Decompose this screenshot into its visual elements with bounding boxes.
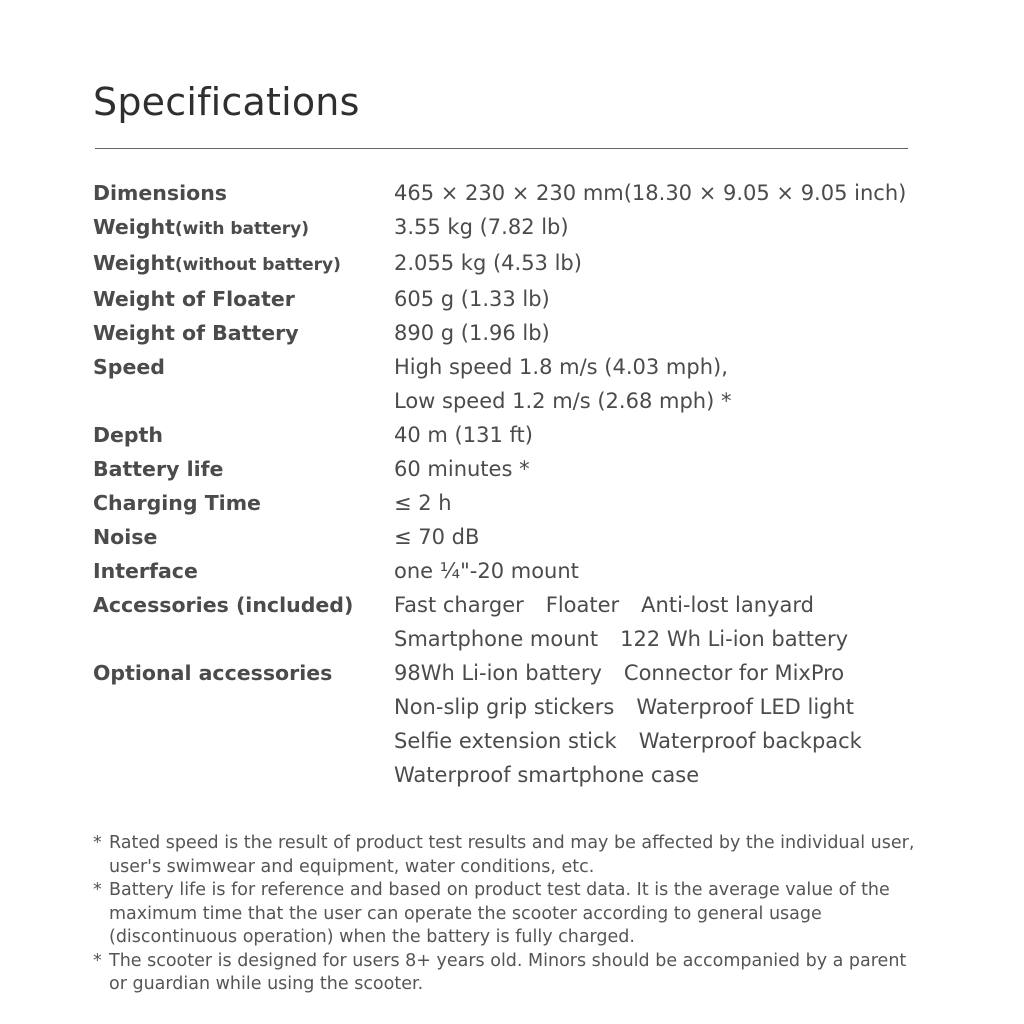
- spec-row: [93, 210, 953, 246]
- spec-label: [93, 176, 394, 210]
- spec-value-line: [394, 384, 953, 418]
- spec-label-text: Weight: [93, 215, 175, 239]
- spec-value: Anti-lost lanyard: [641, 593, 814, 617]
- spec-value: 98Wh Li-ion battery: [394, 661, 602, 685]
- spec-row: [93, 452, 953, 486]
- spec-value: High speed 1.8 m/s (4.03 mph),: [394, 355, 728, 379]
- spec-row: [93, 520, 953, 554]
- spec-value: 465 × 230 × 230 mm(18.30 × 9.05 × 9.05 inch): [394, 181, 907, 205]
- spec-values: [394, 350, 953, 418]
- page-title: Specifications: [93, 80, 360, 124]
- spec-value: Waterproof smartphone case: [394, 763, 700, 787]
- spec-value: 3.55 kg (7.82 lb): [394, 215, 569, 239]
- spec-label: [93, 316, 394, 350]
- spec-value-line: [394, 588, 953, 622]
- spec-label: [93, 588, 394, 622]
- spec-values: [394, 176, 953, 210]
- spec-value: Low speed 1.2 m/s (2.68 mph) *: [394, 389, 732, 413]
- spec-value: Smartphone mount: [394, 627, 599, 651]
- spec-value-line: [394, 418, 953, 452]
- spec-label-text: Speed: [93, 355, 165, 379]
- spec-value-line: [394, 176, 953, 210]
- spec-value: Waterproof LED light: [636, 695, 855, 719]
- footnote: [93, 950, 923, 997]
- spec-value: 122 Wh Li-ion battery: [620, 627, 849, 651]
- footnotes: [93, 832, 923, 997]
- spec-value: 40 m (131 ft): [394, 423, 533, 447]
- spec-label: [93, 210, 394, 246]
- spec-value-line: [394, 210, 953, 244]
- spec-value-line: [394, 452, 953, 486]
- spec-value: Fast charger: [394, 593, 524, 617]
- spec-value: Non-slip grip stickers: [394, 695, 615, 719]
- spec-value: ≤ 70 dB: [394, 525, 480, 549]
- spec-value-line: [394, 554, 953, 588]
- spec-values: [394, 210, 953, 244]
- spec-values: [394, 452, 953, 486]
- spec-label-text: Noise: [93, 525, 158, 549]
- spec-value-line: [394, 520, 953, 554]
- spec-value-line: [394, 690, 953, 724]
- spec-value: Floater: [545, 593, 620, 617]
- spec-row: [93, 316, 953, 350]
- spec-row: [93, 176, 953, 210]
- spec-values: [394, 486, 953, 520]
- spec-label: [93, 350, 394, 384]
- footnote-text: Battery life is for reference and based on product test data. It is the average value of the maximum time that the user can operate the scooter according to general usage (discontinuous operation) when the battery is fully charged.: [109, 880, 890, 947]
- spec-label-text: Charging Time: [93, 491, 261, 515]
- spec-value-line: [394, 758, 953, 792]
- footnote: [93, 832, 923, 879]
- footnote-text: The scooter is designed for users 8+ years old. Minors should be accompanied by a parent or guardian while using the scooter.: [109, 950, 907, 994]
- spec-value: one ¼"-20 mount: [394, 559, 579, 583]
- spec-value: 60 minutes *: [394, 457, 530, 481]
- footnote-marker: *: [93, 833, 102, 853]
- spec-label-text: Dimensions: [93, 181, 228, 205]
- spec-value: 2.055 kg (4.53 lb): [394, 251, 582, 275]
- spec-row: [93, 554, 953, 588]
- spec-value-line: [394, 656, 953, 690]
- spec-label-qualifier: (without battery): [174, 255, 341, 275]
- spec-value-line: [394, 282, 953, 316]
- spec-values: [394, 418, 953, 452]
- specifications-table: [93, 176, 953, 792]
- spec-row: [93, 246, 953, 282]
- spec-value: Selfie extension stick: [394, 729, 617, 753]
- spec-label-qualifier: (with battery): [174, 219, 309, 239]
- spec-label: [93, 656, 394, 690]
- spec-values: [394, 588, 953, 656]
- spec-value: Waterproof backpack: [638, 729, 862, 753]
- spec-values: [394, 520, 953, 554]
- title-divider: [95, 148, 908, 149]
- spec-label: [93, 520, 394, 554]
- spec-label-text: Optional accessories: [93, 661, 333, 685]
- spec-label-text: Depth: [93, 423, 163, 447]
- spec-value: 605 g (1.33 lb): [394, 287, 550, 311]
- spec-value-line: [394, 724, 953, 758]
- spec-values: [394, 316, 953, 350]
- spec-row: [93, 486, 953, 520]
- spec-value: Connector for MixPro: [623, 661, 845, 685]
- spec-values: [394, 282, 953, 316]
- spec-label: [93, 246, 394, 282]
- spec-label: [93, 418, 394, 452]
- spec-label: [93, 452, 394, 486]
- spec-label-text: Weight of Battery: [93, 321, 299, 345]
- spec-values: [394, 246, 953, 280]
- spec-label-text: Accessories (included): [93, 593, 354, 617]
- spec-row: [93, 418, 953, 452]
- spec-value: ≤ 2 h: [394, 491, 452, 515]
- spec-row: [93, 588, 953, 656]
- footnote-marker: *: [93, 880, 102, 900]
- spec-label-text: Battery life: [93, 457, 224, 481]
- spec-values: [394, 554, 953, 588]
- footnote-marker: *: [93, 950, 102, 971]
- spec-value-line: [394, 350, 953, 384]
- spec-value-line: [394, 246, 953, 280]
- spec-label: [93, 282, 394, 316]
- spec-value: 890 g (1.96 lb): [394, 321, 550, 345]
- spec-row: [93, 282, 953, 316]
- spec-value-line: [394, 486, 953, 520]
- spec-row: [93, 350, 953, 418]
- spec-label-text: Weight: [93, 251, 175, 275]
- footnote-text: Rated speed is the result of product test results and may be affected by the individual user, user's swimwear and equipment, water conditions, etc.: [109, 833, 915, 877]
- spec-values: [394, 656, 953, 792]
- spec-label-text: Weight of Floater: [93, 287, 295, 311]
- spec-value-line: [394, 316, 953, 350]
- footnote: [93, 879, 923, 950]
- spec-label: [93, 554, 394, 588]
- spec-value-line: [394, 622, 953, 656]
- spec-label: [93, 486, 394, 520]
- spec-label-text: Interface: [93, 559, 198, 583]
- spec-row: [93, 656, 953, 792]
